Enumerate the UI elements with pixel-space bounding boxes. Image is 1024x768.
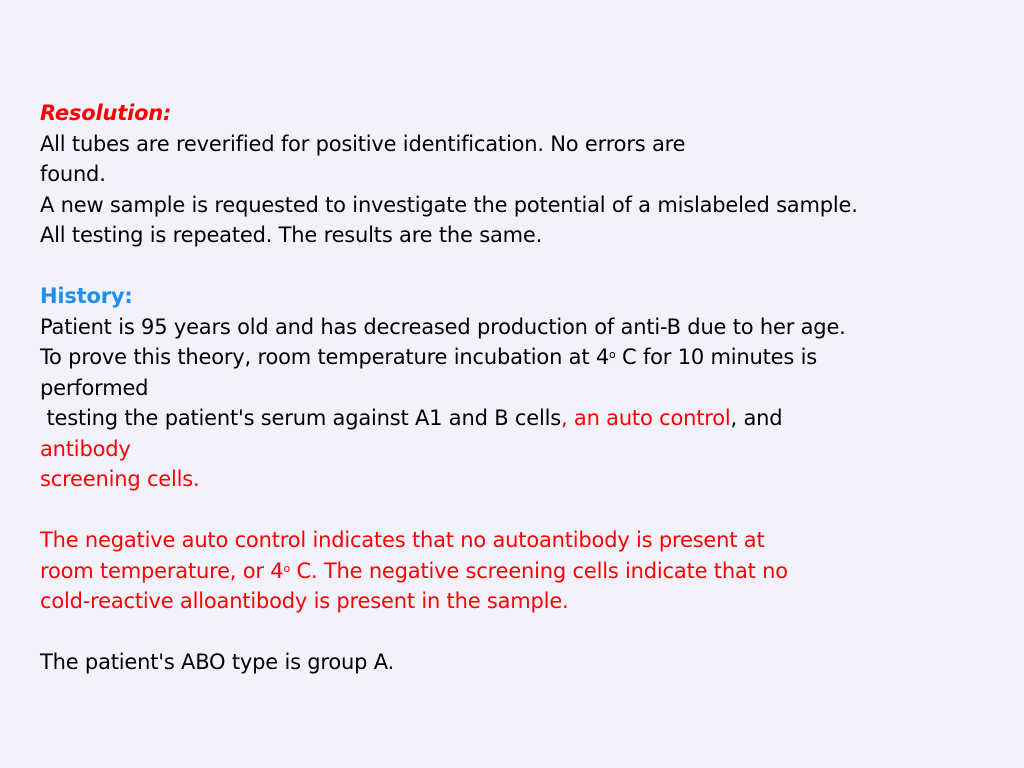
resolution-heading: Resolution: <box>40 101 172 125</box>
spacer <box>40 251 1000 282</box>
degree-superscript: o <box>283 561 290 575</box>
resolution-line-4: All testing is repeated. The results are the same. <box>40 223 543 247</box>
history-line-2-after: C for 10 minutes is <box>615 345 817 369</box>
history-line-4 <box>40 403 1000 434</box>
history-line-4-end: , and <box>730 406 783 430</box>
interpretation-line-2-after: C. The negative screening cells indicate that no <box>290 558 788 583</box>
history-line-2-before: To prove this theory, room temperature incubation at 4 <box>40 345 609 369</box>
slide-body <box>40 98 1000 678</box>
interpretation-line-1: The negative auto control indicates that no autoantibody is present at <box>40 528 765 552</box>
resolution-line-1: All tubes are reverified for positive identification. No errors are <box>40 131 686 156</box>
history-line-1: Patient is 95 years old and has decreased production of anti-B due to her age. <box>40 314 846 339</box>
degree-superscript: o <box>609 348 616 361</box>
history-heading: History: <box>40 284 133 308</box>
history-line-2 <box>40 342 1000 373</box>
spacer <box>40 617 1000 648</box>
interpretation-line-2 <box>40 556 1000 587</box>
history-line-6: screening cells. <box>40 467 200 491</box>
history-line-4-start: testing the patient's serum against A1 and B cells <box>40 406 561 430</box>
history-line-3: performed <box>40 375 149 400</box>
resolution-line-3: A new sample is requested to investigate the potential of a mislabeled sample. <box>40 192 858 217</box>
conclusion-line-1: The patient's ABO type is group A. <box>40 650 395 674</box>
resolution-line-2: found. <box>40 162 106 186</box>
interpretation-line-3: cold-reactive alloantibody is present in the sample. <box>40 589 569 613</box>
spacer <box>40 495 1000 526</box>
interpretation-line-2-before: room temperature, or 4 <box>40 558 284 583</box>
auto-control-highlight: , an auto control <box>560 406 731 430</box>
history-line-5: antibody <box>40 436 131 461</box>
